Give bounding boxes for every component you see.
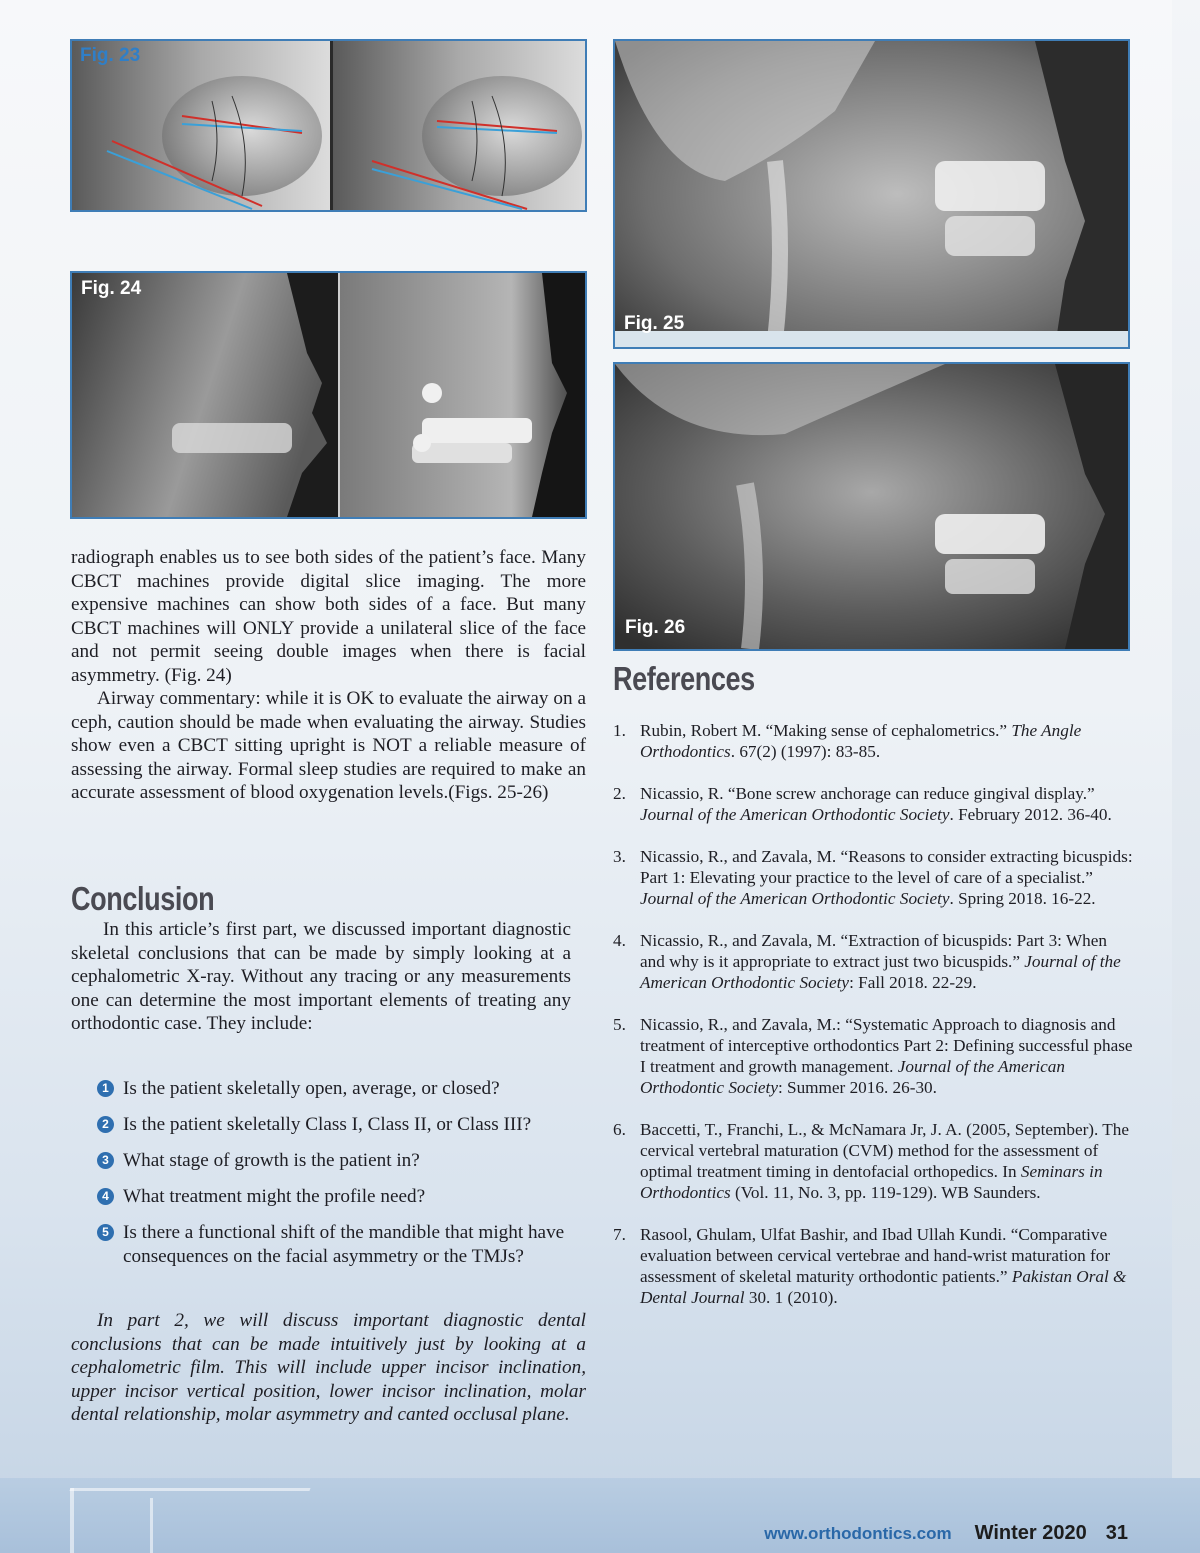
- figure-25: [613, 39, 1130, 349]
- reference-number: 1.: [613, 721, 626, 740]
- fig24-label: Fig. 24: [81, 278, 142, 299]
- page-footer: [764, 1522, 1128, 1545]
- body-paragraph-2: Airway commentary: while it is OK to evaluate the airway on a ceph, caution should be made when evaluating the airway. Studies show even a CBCT sitting upright is NOT a reliable measure of assessing the airway. Formal sleep studies are required to make an accurate assessment of blood oxygenation levels.(Figs. 25-26): [71, 688, 586, 803]
- list-item-text: What treatment might the profile need?: [123, 1186, 426, 1207]
- number-badge: 3: [97, 1152, 114, 1169]
- figure-24: [70, 271, 587, 519]
- reference-item: [613, 783, 1133, 825]
- reference-number: 2.: [613, 784, 626, 803]
- number-badge: 4: [97, 1188, 114, 1205]
- list-item: [97, 1149, 587, 1173]
- fig25-label: Fig. 25: [624, 313, 685, 334]
- reference-item: [613, 930, 1133, 993]
- conclusion-list: [97, 1077, 587, 1282]
- number-badge: 1: [97, 1080, 114, 1097]
- fig26-image: [615, 364, 1128, 649]
- reference-item: [613, 720, 1133, 762]
- reference-text: Rasool, Ghulam, Ulfat Bashir, and Ibad Ullah Kundi. “Comparative evaluation between cervical vertebrae and hand-wrist maturation for assessment of skeletal maturity orthodontic patients.” Pakistan Oral & Dental Journal 30. 1 (2010).: [640, 1225, 1127, 1307]
- reference-item: [613, 1014, 1133, 1098]
- conclusion-intro: In this article’s first part, we discussed important diagnostic skeletal conclusions that can be made by simply looking at a cephalometric X-ray. Without any tracing or any measurements one can determine the most important elements of treating any orthodontic case. They include:: [71, 919, 571, 1034]
- body-paragraph-1: radiograph enables us to see both sides of the patient’s face. Many CBCT machines provide digital slice imaging. The more expensive machines can show both sides of a face. But many CBCT machines will ONLY provide a unilateral slice of the face and not permit seeing double images when there is facial asymmetry. (Fig. 24): [71, 547, 586, 686]
- list-item-text: What stage of growth is the patient in?: [123, 1150, 420, 1171]
- reference-item: [613, 1224, 1133, 1308]
- reference-item: [613, 846, 1133, 909]
- fig23-image: [72, 41, 585, 210]
- list-item: [97, 1077, 587, 1101]
- reference-item: [613, 1119, 1133, 1203]
- list-item-text: Is the patient skeletally Class I, Class II, or Class III?: [123, 1114, 532, 1135]
- list-item: [97, 1221, 587, 1269]
- conclusion-heading: Conclusion: [71, 880, 215, 917]
- fig24-image: [72, 273, 585, 517]
- page-number: 31: [1105, 1522, 1128, 1544]
- fig23-label: Fig. 23: [80, 45, 141, 66]
- reference-number: 3.: [613, 847, 626, 866]
- figure-26: [613, 362, 1130, 651]
- references-heading: References: [613, 660, 755, 697]
- list-item: [97, 1185, 587, 1209]
- reference-text: Rubin, Robert M. “Making sense of cephalometrics.” The Angle Orthodontics. 67(2) (1997): 83-85.: [640, 721, 1082, 761]
- fig26-label: Fig. 26: [625, 617, 686, 638]
- references-list: [613, 720, 1133, 1329]
- list-item-text: Is the patient skeletally open, average, or closed?: [123, 1078, 500, 1099]
- website-link[interactable]: www.orthodontics.com: [764, 1524, 952, 1543]
- list-item-text: Is there a functional shift of the mandible that might have consequences on the facial asymmetry or the TMJs?: [123, 1222, 565, 1267]
- fig25-image: [615, 41, 1128, 347]
- reference-text: Nicassio, R., and Zavala, M. “Reasons to consider extracting bicuspids: Part 1: Elevating your practice to the level of care of a specialist.” Journal of the American Orthodontic Society. Spring 2018. 16-22.: [640, 847, 1133, 908]
- issue-label: Winter 2020: [974, 1522, 1087, 1544]
- number-badge: 2: [97, 1116, 114, 1133]
- reference-text: Nicassio, R., and Zavala, M. “Extraction of bicuspids: Part 3: When and why is it appropriate to extract just two bicuspids.” Journal of the American Orthodontic Society: Fall 2018. 22-29.: [640, 931, 1121, 992]
- reference-number: 5.: [613, 1015, 626, 1034]
- page-edge-decoration: [1172, 0, 1200, 1478]
- reference-number: 7.: [613, 1225, 626, 1244]
- reference-text: Baccetti, T., Franchi, L., & McNamara Jr, J. A. (2005, September). The cervical vertebral maturation (CVM) method for the assessment of optimal treatment timing in dentofacial orthopedics. In Seminars in Orthodontics (Vol. 11, No. 3, pp. 119-129). WB Saunders.: [640, 1120, 1130, 1202]
- reference-text: Nicassio, R., and Zavala, M.: “Systematic Approach to diagnosis and treatment of interceptive orthodontics Part 2: Defining successful phase I treatment and growth management. Journal of the American Orthodontic Society: Summer 2016. 26-30.: [640, 1015, 1133, 1097]
- list-item: [97, 1113, 587, 1137]
- reference-number: 4.: [613, 931, 626, 950]
- figure-23: [70, 39, 587, 212]
- number-badge: 5: [97, 1224, 114, 1241]
- reference-text: Nicassio, R. “Bone screw anchorage can reduce gingival display.” Journal of the American Orthodontic Society. February 2012. 36-40.: [640, 784, 1112, 824]
- conclusion-closing: In part 2, we will discuss important diagnostic dental conclusions that can be made intuitively just by looking at a cephalometric film. This will include upper incisor inclination, upper incisor vertical position, lower incisor inclination, molar dental relationship, molar asymmetry and canted occlusal plane.: [71, 1310, 586, 1425]
- reference-number: 6.: [613, 1120, 626, 1139]
